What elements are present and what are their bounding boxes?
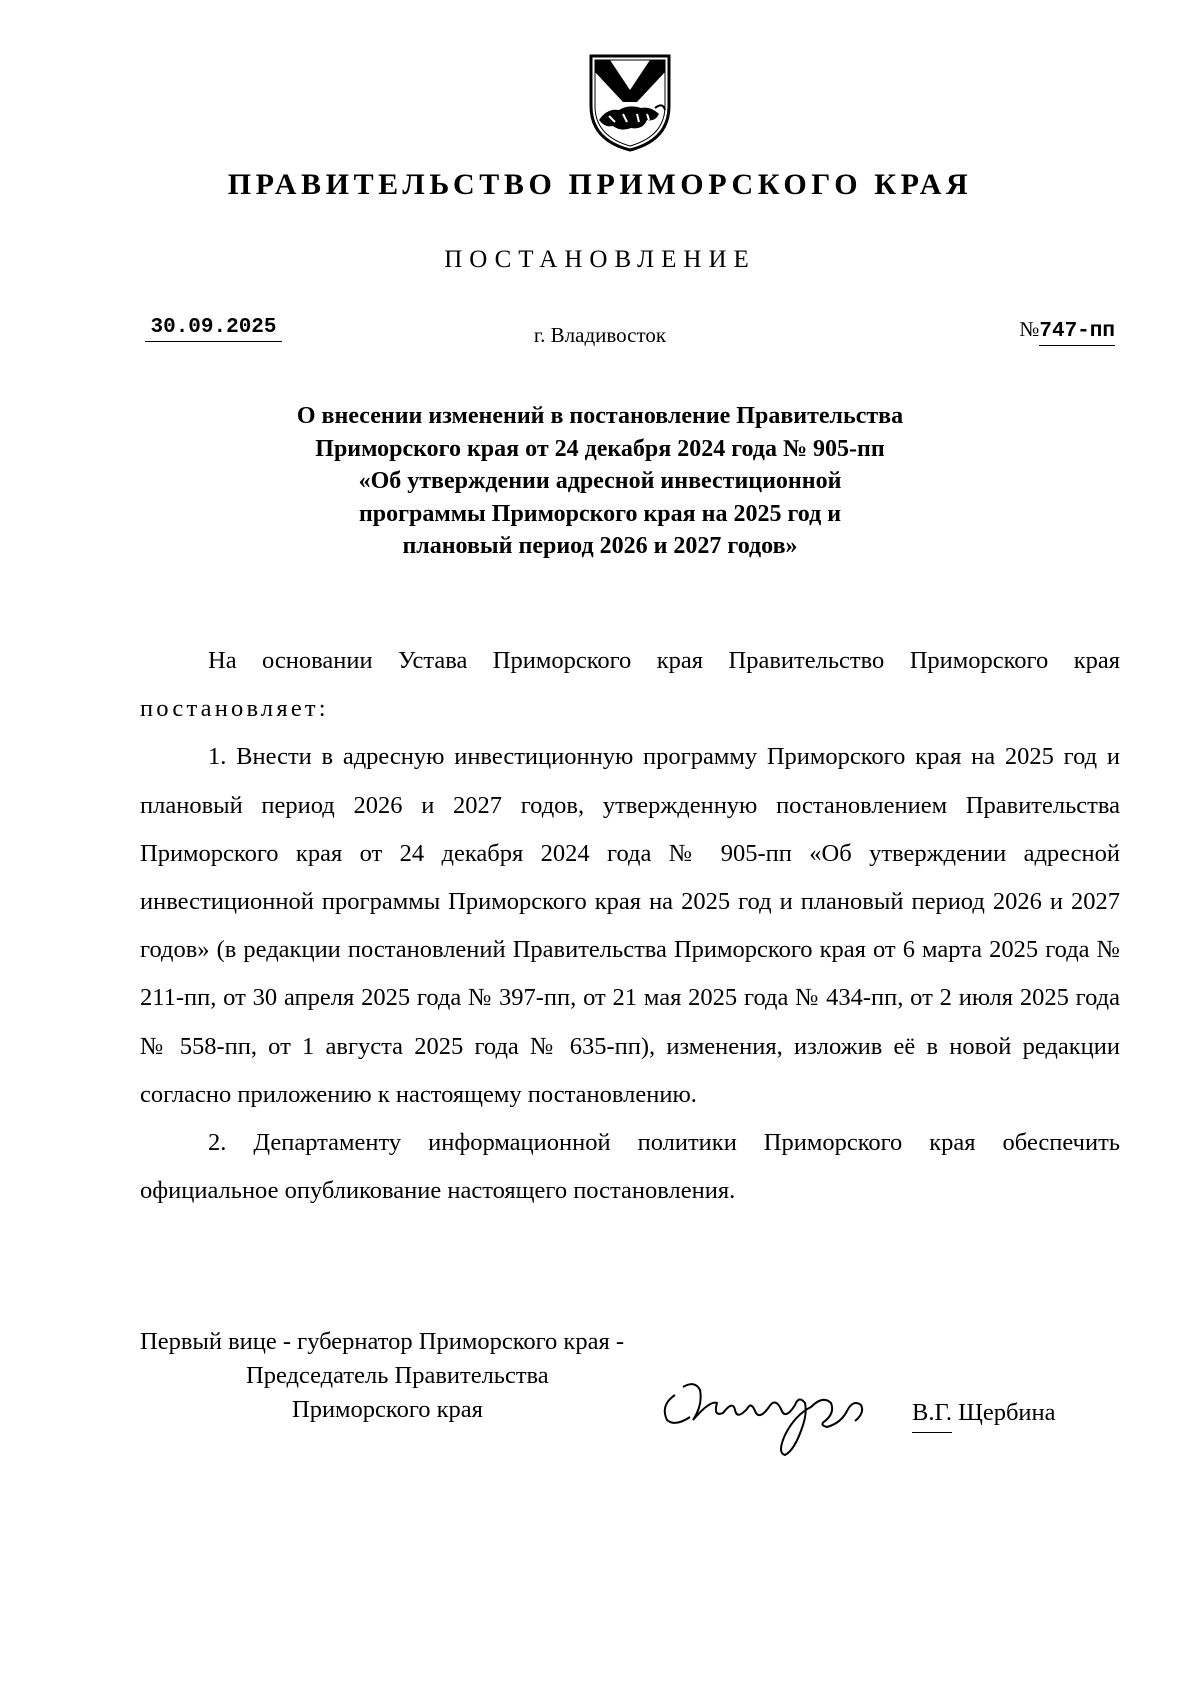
document-number	[1019, 317, 1115, 343]
heading-line: О внесении изменений в постановление Правительства	[296, 403, 904, 429]
position-line: Председатель Правительства	[246, 1362, 549, 1389]
heading-line: «Об утверждении адресной инвестиционной	[358, 468, 842, 494]
position-line: Первый вице - губернатор Приморского края -	[140, 1328, 624, 1355]
document-type: ПОСТАНОВЛЕНИЕ	[444, 246, 756, 273]
document-heading	[0, 400, 1200, 563]
number-prefix: №	[1019, 317, 1040, 341]
preamble-paragraph	[140, 637, 1120, 733]
position-line: Приморского края	[292, 1396, 483, 1423]
document-date: 30.09.2025	[145, 316, 282, 342]
signatory-name: В.Г. Щербина	[912, 1399, 1056, 1426]
signature-underline	[912, 1432, 952, 1433]
item-1-paragraph: 1. Внести в адресную инвестиционную программу Приморского края на 2025 год и плановый период 2026 и 2027 годов, утвержденную постановлением Правительства Приморского края от 24 декабря 2024 года № 905-пп «Об утверждении адресной инвестиционной программы Приморского края на 2025 год и плановый период 2026 и 2027 годов» (в редакции постановлений Правительства Приморского края от 6 марта 2025 года № 211-пп, от 30 апреля 2025 года № 397-пп, от 21 мая 2025 года № 434-пп, от 2 июля 2025 года № 558-пп, от 1 августа 2025 года № 635-пп), изменения, изложив её в новой редакции согласно приложению к настоящему постановлению.	[140, 743, 1120, 1108]
preamble-text: На основании Устава Приморского края Правительство Приморского края	[208, 647, 1120, 674]
heading-line: Приморского края от 24 декабря 2024 года № 905-пп	[315, 435, 885, 462]
item-2-paragraph: 2. Департаменту информационной политики Приморского края обеспечить официальное опубликование настоящего постановления.	[140, 1129, 1120, 1205]
heading-line: программы Приморского края на 2025 год и	[358, 500, 842, 527]
document-city: г. Владивосток	[533, 323, 667, 347]
coat-of-arms-icon	[585, 50, 675, 154]
signatory-position	[140, 1325, 624, 1427]
heading-line: плановый период 2026 и 2027 годов»	[402, 533, 798, 559]
organization-title: ПРАВИТЕЛЬСТВО ПРИМОРСКОГО КРАЯ	[227, 168, 973, 201]
preamble-verb: постановляет:	[140, 695, 329, 723]
handwritten-signature	[655, 1365, 895, 1460]
document-body	[140, 637, 1120, 1215]
number-value: 747-пп	[1039, 320, 1115, 346]
